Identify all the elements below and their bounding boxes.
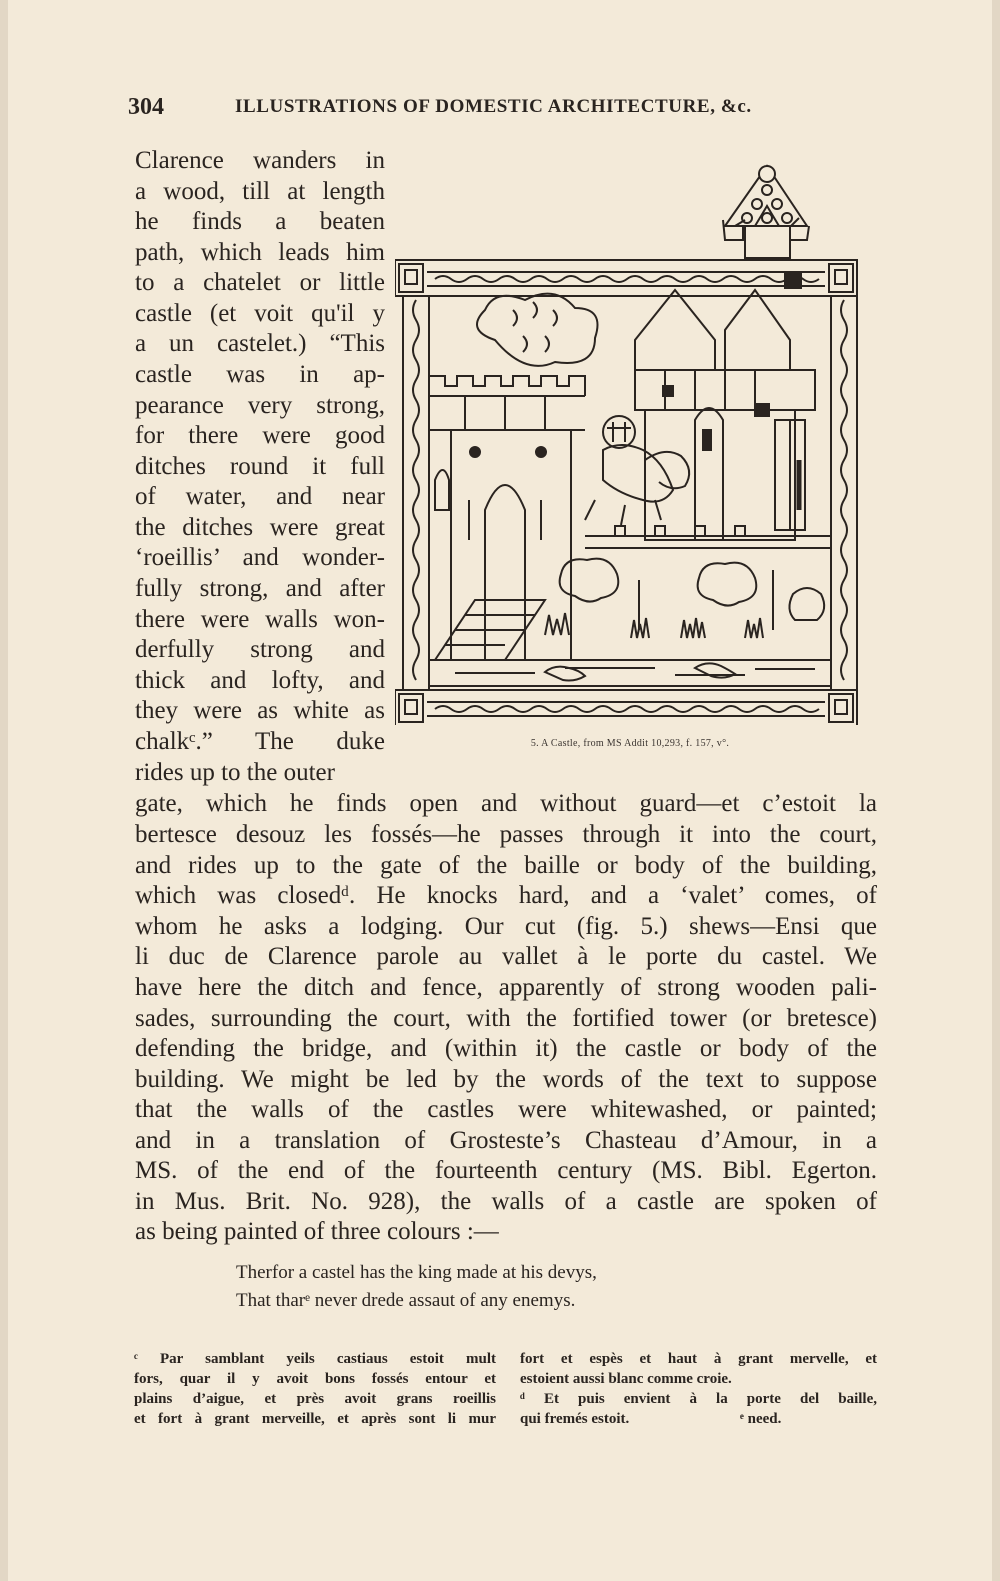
footnote-line: ᵉ need.	[740, 1411, 782, 1427]
text-line: path, which leads him	[135, 239, 385, 266]
footnote-line: ᶜ Par samblant yeils castiaus estoit mult	[134, 1351, 496, 1367]
text-line: ditches round it full	[135, 453, 385, 480]
text-line: castle (et voit qu'il y	[135, 300, 385, 327]
figure-castle-woodcut	[395, 160, 865, 725]
text-line: li duc de Clarence parole au vallet à le porte du castel. We	[135, 943, 877, 970]
text-line: for there were good	[135, 422, 385, 449]
text-line: MS. of the end of the fourteenth century (MS. Bibl. Egerton.	[135, 1157, 877, 1184]
text-line: to a chatelet or little	[135, 269, 385, 296]
text-line: whom he asks a lodging. Our cut (fig. 5.) shews—Ensi que	[135, 913, 877, 940]
verse-line: That tharᵉ never drede assaut of any enemys.	[236, 1290, 576, 1311]
text-line: sades, surrounding the court, with the fortified tower (or bretesce)	[135, 1005, 877, 1032]
text-line: there were walls won-	[135, 606, 385, 633]
footnote-line: plains d’aigue, et près avoit grans roeillis	[134, 1391, 496, 1407]
footnote-line: fors, quar il y avoit bons fossés entour et	[134, 1371, 496, 1387]
text-line: have here the ditch and fence, apparently of strong wooden pali-	[135, 974, 877, 1001]
text-line: fully strong, and after	[135, 575, 385, 602]
footnote-line: et fort à grant merveille, et après sont li mur	[134, 1411, 496, 1427]
text-line: that the walls of the castles were whitewashed, or painted;	[135, 1096, 877, 1123]
text-line: and in a translation of Grosteste’s Chasteau d’Amour, in a	[135, 1127, 877, 1154]
text-line: a un castelet.) “This	[135, 330, 385, 357]
text-line: in Mus. Brit. No. 928), the walls of a castle are spoken of	[135, 1188, 877, 1215]
footnote-line: qui fremés estoit.	[520, 1411, 630, 1427]
text-line: the ditches were great	[135, 514, 385, 541]
text-line: he finds a beaten	[135, 208, 385, 235]
text-line: ‘roeillis’ and wonder-	[135, 544, 385, 571]
text-line: thick and lofty, and	[135, 667, 385, 694]
text-line: they were as white as	[135, 697, 385, 724]
castle-illustration	[395, 160, 865, 725]
verse-line: Therfor a castel has the king made at his devys,	[236, 1262, 597, 1283]
page-header	[128, 94, 848, 128]
text-line: as being painted of three colours :—	[135, 1218, 499, 1245]
text-line: a wood, till at length	[135, 178, 385, 205]
text-line: gate, which he finds open and without guard—et c’estoit la	[135, 790, 877, 817]
footnote-line: ᵈ Et puis envient à la porte del baille,	[520, 1391, 877, 1407]
footnote-line: fort et espès et haut à grant mervelle, et	[520, 1351, 877, 1367]
running-head: ILLUSTRATIONS OF DOMESTIC ARCHITECTURE, &c.	[235, 96, 752, 117]
text-line: pearance very strong,	[135, 392, 385, 419]
text-line: bertesce desouz les fossés—he passes through it into the court,	[135, 821, 877, 848]
text-line: Clarence wanders in	[135, 147, 385, 174]
text-line: chalkᶜ.” The duke	[135, 728, 385, 755]
page-number: 304	[128, 94, 164, 120]
text-line: of water, and near	[135, 483, 385, 510]
text-line: rides up to the outer	[135, 759, 335, 786]
text-line: which was closedᵈ. He knocks hard, and a ‘valet’ comes, of	[135, 882, 877, 909]
text-line: building. We might be led by the words of the text to suppose	[135, 1066, 877, 1093]
figure-caption: 5. A Castle, from MS Addit 10,293, f. 157, v°.	[530, 738, 730, 749]
text-line: defending the bridge, and (within it) the castle or body of the	[135, 1035, 877, 1062]
footnote-line: estoient aussi blanc comme croie.	[520, 1371, 732, 1387]
text-line: derfully strong and	[135, 636, 385, 663]
text-line: castle was in ap-	[135, 361, 385, 388]
text-line: and rides up to the gate of the baille or body of the building,	[135, 852, 877, 879]
